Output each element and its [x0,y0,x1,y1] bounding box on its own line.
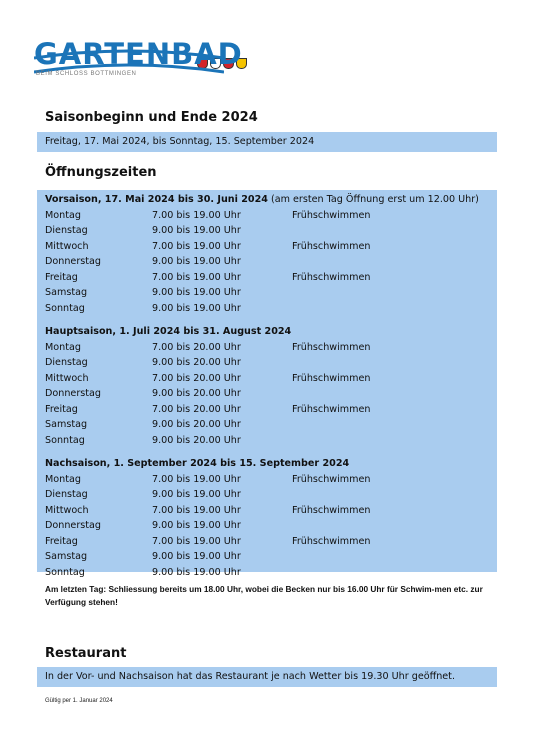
hours-row [37,503,497,519]
hours-row [37,285,497,301]
season-section-note: (am ersten Tag Öffnung erst um 12.00 Uhr) [267,194,479,205]
hours-value: 7.00 bis 20.00 Uhr [152,403,241,415]
validity-footer: Gültig per 1. Januar 2024 [45,698,113,704]
hours-row [37,433,497,449]
extra-label [292,223,497,239]
hours-row [37,340,497,356]
day-label: Donnerstag [45,256,101,268]
hours-value: 7.00 bis 19.00 Uhr [152,473,241,485]
hours-row [37,472,497,488]
hours-value: 7.00 bis 19.00 Uhr [152,504,241,516]
extra-label: Frühschwimmen [292,271,371,283]
day-label: Sonntag [45,434,85,446]
day-label: Freitag [45,403,78,415]
day-label: Sonntag [45,566,85,578]
hours-value: 7.00 bis 19.00 Uhr [152,535,241,547]
day-label: Dienstag [45,357,88,369]
opening-hours-heading: Öffnungszeiten [45,165,157,180]
extra-label: Frühschwimmen [292,403,371,415]
gartenbad-logo [34,28,243,80]
hours-row [37,301,497,317]
extra-label: Frühschwimmen [292,341,371,353]
hours-row [37,565,497,581]
extra-label [292,355,497,371]
extra-label [292,487,497,503]
hours-value: 9.00 bis 19.00 Uhr [152,287,241,299]
extra-label: Frühschwimmen [292,504,371,516]
day-label: Samstag [45,551,88,563]
restaurant-bar [37,667,497,687]
day-label: Montag [45,341,81,353]
season-dates: Freitag, 17. Mai 2024, bis Sonntag, 15. September 2024 [45,136,315,147]
hours-value: 9.00 bis 19.00 Uhr [152,225,241,237]
season-dates-bar [37,132,497,152]
extra-label [292,417,497,433]
hours-value: 7.00 bis 19.00 Uhr [152,209,241,221]
hours-row [37,417,497,433]
extra-label [292,518,497,534]
day-label: Dienstag [45,225,88,237]
season-section-name: Nachsaison, 1. September 2024 bis 15. September 2024 [45,458,350,470]
extra-label [292,565,497,581]
restaurant-text: In der Vor- und Nachsaison hat das Restaurant je nach Wetter bis 19.30 Uhr geöffnet. [45,671,455,682]
hours-value: 9.00 bis 20.00 Uhr [152,388,241,400]
day-label: Freitag [45,271,78,283]
hours-row [37,487,497,503]
hours-row [37,223,497,239]
section-spacer [37,316,497,324]
day-label: Mittwoch [45,504,89,516]
hours-row [37,518,497,534]
logo-wordmark: GARTENBAD [34,37,243,71]
hours-row [37,208,497,224]
extra-label [292,386,497,402]
hours-row [37,270,497,286]
hours-row [37,371,497,387]
day-label: Samstag [45,287,88,299]
day-label: Mittwoch [45,372,89,384]
extra-label: Frühschwimmen [292,209,371,221]
day-label: Sonntag [45,302,85,314]
day-label: Montag [45,209,81,221]
opening-hours-table [37,190,497,578]
hours-value: 9.00 bis 19.00 Uhr [152,256,241,268]
extra-label [292,433,497,449]
hours-value: 9.00 bis 19.00 Uhr [152,302,241,314]
logo-subtitle: BEIM SCHLOSS BOTTMINGEN [36,71,137,77]
hours-value: 9.00 bis 19.00 Uhr [152,566,241,578]
hours-value: 9.00 bis 19.00 Uhr [152,520,241,532]
restaurant-heading: Restaurant [45,646,127,661]
hours-value: 9.00 bis 20.00 Uhr [152,434,241,446]
extra-label [292,549,497,565]
extra-label [292,301,497,317]
season-section-title [37,324,497,340]
day-label: Freitag [45,535,78,547]
hours-value: 9.00 bis 20.00 Uhr [152,419,241,431]
hours-value: 7.00 bis 19.00 Uhr [152,271,241,283]
hours-row [37,534,497,550]
hours-row [37,549,497,565]
season-section-name: Vorsaison, 17. Mai 2024 bis 30. Juni 2024 [45,194,268,205]
season-section-name: Hauptsaison, 1. Juli 2024 bis 31. August 2024 [45,326,292,338]
day-label: Donnerstag [45,388,101,400]
hours-row [37,355,497,371]
season-section-title [37,456,497,472]
day-label: Donnerstag [45,520,101,532]
extra-label: Frühschwimmen [292,473,371,485]
season-section-title [37,192,497,208]
day-label: Montag [45,473,81,485]
hours-value: 9.00 bis 19.00 Uhr [152,489,241,501]
hours-row [37,402,497,418]
hours-row [37,254,497,270]
hours-value: 7.00 bis 20.00 Uhr [152,341,241,353]
last-day-note: Am letzten Tag: Schliessung bereits um 18.00 Uhr, wobei die Becken nur bis 16.00 Uhr für Schwim-men etc. zur Verfügung stehen! [45,584,483,607]
hours-row [37,239,497,255]
extra-label: Frühschwimmen [292,240,371,252]
day-label: Dienstag [45,489,88,501]
extra-label [292,254,497,270]
day-label: Samstag [45,419,88,431]
section-spacer [37,448,497,456]
season-heading: Saisonbeginn und Ende 2024 [45,110,258,125]
hours-value: 9.00 bis 20.00 Uhr [152,357,241,369]
extra-label [292,285,497,301]
hours-value: 9.00 bis 19.00 Uhr [152,551,241,563]
extra-label: Frühschwimmen [292,535,371,547]
hours-value: 7.00 bis 19.00 Uhr [152,240,241,252]
hours-value: 7.00 bis 20.00 Uhr [152,372,241,384]
hours-row [37,386,497,402]
extra-label: Frühschwimmen [292,372,371,384]
day-label: Mittwoch [45,240,89,252]
